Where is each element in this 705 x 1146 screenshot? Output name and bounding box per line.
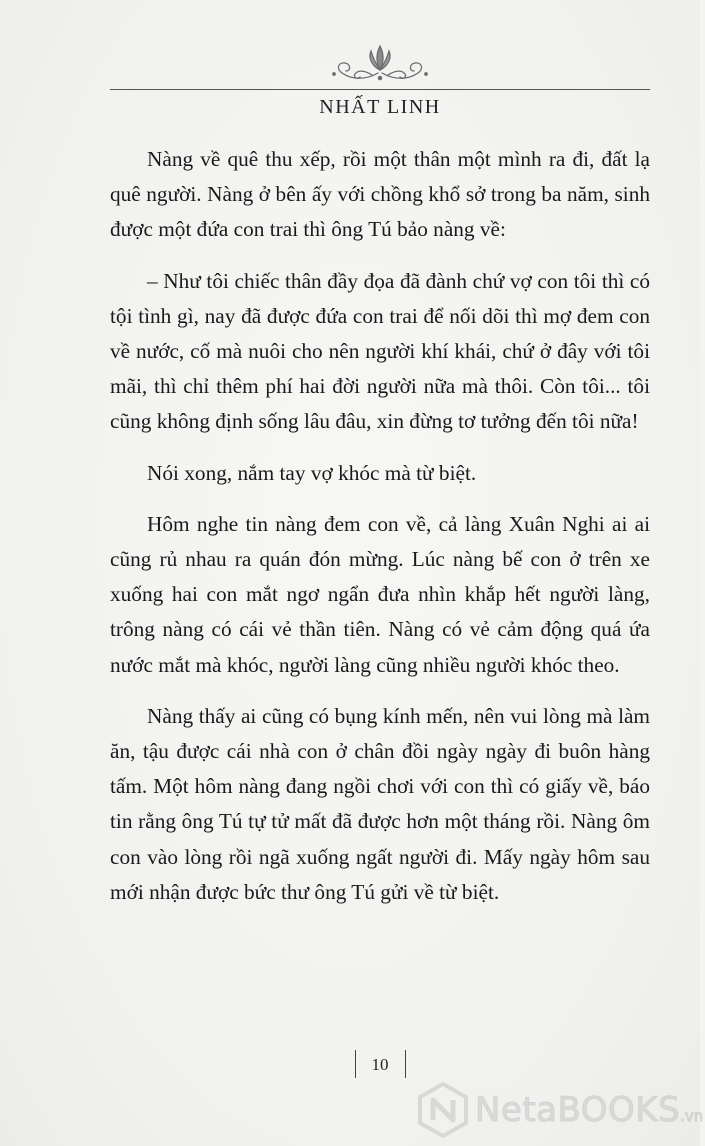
watermark (415, 1082, 705, 1142)
page-footer (355, 1046, 405, 1082)
paragraph: – Như tôi chiếc thân đầy đọa đã đành chứ vợ con tôi thì có tội tình gì, nay đã được đứa con trai để nối dõi thì mợ đem con về nước, cố mà nuôi cho nên người khí khái, chứ ở đây với tôi mãi, thì chỉ thêm phí hai đời người nữa mà thôi. Còn tôi... tôi cũng không định sống lâu đâu, xin đừng tơ tưởng đến tôi nữa! (110, 268, 650, 434)
header-rule (110, 89, 650, 90)
paragraph: Nàng về quê thu xếp, rồi một thân một mình ra đi, đất lạ quê người. Nàng ở bên ấy với chồng khổ sở trong ba năm, sinh được một đứa con trai thì ông Tú bảo nàng về: (110, 147, 650, 242)
watermark-suffix: .vn (680, 1107, 704, 1125)
paragraph: Nàng thấy ai cũng có bụng kính mến, nên vui lòng mà làm ăn, tậu được cái nhà con ở chân đồi ngày ngày đi buôn hàng tấm. Một hôm nàng đang ngồi chơi với con thì có giấy về, báo tin rằng ông Tú tự tử mất đã được hơn một tháng rồi. Nàng ôm con vào lòng rồi ngã xuống ngất người đi. Mấy ngày hôm sau mới nhận được bức thư ông Tú gửi về từ biệt. (110, 703, 650, 904)
watermark-text (475, 1090, 703, 1130)
paragraph: Hôm nghe tin nàng đem con về, cả làng Xuân Nghi ai ai cũng rủ nhau ra quán đón mừng. Lúc nàng bế con ở trên xe xuống hai con mắt ngơ ngẩn đưa nhìn khắp hết người làng, trông nàng có cái vẻ thần tiên. Nàng có vẻ cảm động quá ứa nước mắt mà khóc, người làng cũng nhiều người khóc theo. (110, 511, 650, 677)
floral-ornament-icon (328, 40, 432, 88)
footer-divider-right (405, 1050, 406, 1078)
page-number: 10 (371, 1055, 389, 1074)
body-text (110, 142, 650, 926)
running-head: NHẤT LINH (319, 96, 441, 118)
paragraph: Nói xong, nắm tay vợ khóc mà từ biệt. (147, 460, 477, 485)
neta-logo-icon (417, 1082, 469, 1138)
watermark-brand: NetaBOOKS (475, 1090, 681, 1130)
